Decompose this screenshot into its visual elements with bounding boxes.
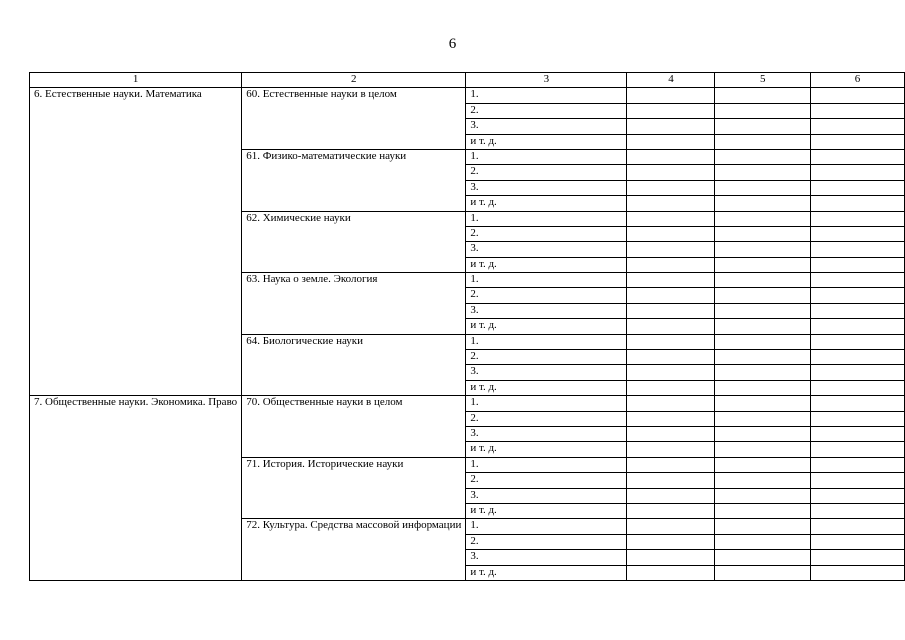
- empty-cell-col-4: [627, 519, 715, 534]
- empty-cell-col-5: [715, 226, 811, 241]
- item-number-cell: 1.: [466, 334, 627, 349]
- empty-cell-col-4: [627, 273, 715, 288]
- item-number-cell: и т. д.: [466, 503, 627, 518]
- empty-cell-col-5: [715, 196, 811, 211]
- empty-cell-col-5: [715, 503, 811, 518]
- item-number-cell: 1.: [466, 273, 627, 288]
- item-number-cell: 3.: [466, 426, 627, 441]
- empty-cell-col-6: [811, 488, 905, 503]
- empty-cell-col-6: [811, 350, 905, 365]
- empty-cell-col-4: [627, 534, 715, 549]
- item-number-cell: и т. д.: [466, 565, 627, 580]
- column-header-2: 2: [242, 73, 466, 88]
- empty-cell-col-6: [811, 426, 905, 441]
- empty-cell-col-5: [715, 426, 811, 441]
- item-number-cell: 3.: [466, 303, 627, 318]
- empty-cell-col-5: [715, 519, 811, 534]
- empty-cell-col-4: [627, 334, 715, 349]
- empty-cell-col-5: [715, 350, 811, 365]
- empty-cell-col-5: [715, 534, 811, 549]
- empty-cell-col-4: [627, 196, 715, 211]
- item-number-cell: 2.: [466, 103, 627, 118]
- subgroup-label: 61. Физико-математические науки: [242, 149, 466, 211]
- item-number-cell: 2.: [466, 473, 627, 488]
- empty-cell-col-6: [811, 165, 905, 180]
- empty-cell-col-6: [811, 288, 905, 303]
- item-number-cell: и т. д.: [466, 257, 627, 272]
- empty-cell-col-6: [811, 273, 905, 288]
- empty-cell-col-4: [627, 457, 715, 472]
- empty-cell-col-4: [627, 149, 715, 164]
- item-number-cell: 2.: [466, 288, 627, 303]
- empty-cell-col-4: [627, 88, 715, 103]
- empty-cell-col-5: [715, 319, 811, 334]
- empty-cell-col-6: [811, 565, 905, 580]
- empty-cell-col-4: [627, 180, 715, 195]
- empty-cell-col-4: [627, 550, 715, 565]
- empty-cell-col-6: [811, 365, 905, 380]
- empty-cell-col-4: [627, 503, 715, 518]
- item-number-cell: 2.: [466, 411, 627, 426]
- empty-cell-col-5: [715, 565, 811, 580]
- empty-cell-col-6: [811, 196, 905, 211]
- empty-cell-col-6: [811, 149, 905, 164]
- item-number-cell: 1.: [466, 519, 627, 534]
- empty-cell-col-4: [627, 134, 715, 149]
- item-number-cell: 2.: [466, 165, 627, 180]
- empty-cell-col-4: [627, 211, 715, 226]
- empty-cell-col-6: [811, 503, 905, 518]
- empty-cell-col-6: [811, 226, 905, 241]
- item-number-cell: 3.: [466, 119, 627, 134]
- subgroup-label: 70. Общественные науки в целом: [242, 396, 466, 458]
- empty-cell-col-5: [715, 396, 811, 411]
- item-number-cell: 1.: [466, 149, 627, 164]
- empty-cell-col-5: [715, 88, 811, 103]
- empty-cell-col-4: [627, 242, 715, 257]
- empty-cell-col-5: [715, 242, 811, 257]
- empty-cell-col-6: [811, 442, 905, 457]
- empty-cell-col-4: [627, 103, 715, 118]
- empty-cell-col-6: [811, 457, 905, 472]
- empty-cell-col-6: [811, 550, 905, 565]
- empty-cell-col-5: [715, 365, 811, 380]
- empty-cell-col-4: [627, 350, 715, 365]
- empty-cell-col-5: [715, 273, 811, 288]
- empty-cell-col-6: [811, 319, 905, 334]
- empty-cell-col-4: [627, 426, 715, 441]
- item-number-cell: 3.: [466, 365, 627, 380]
- column-header-1: 1: [30, 73, 242, 88]
- empty-cell-col-6: [811, 334, 905, 349]
- table-row: [30, 88, 905, 103]
- empty-cell-col-6: [811, 380, 905, 395]
- item-number-cell: 1.: [466, 88, 627, 103]
- empty-cell-col-5: [715, 380, 811, 395]
- empty-cell-col-6: [811, 534, 905, 549]
- item-number-cell: 1.: [466, 457, 627, 472]
- empty-cell-col-6: [811, 134, 905, 149]
- empty-cell-col-6: [811, 303, 905, 318]
- subgroup-label: 64. Биологические науки: [242, 334, 466, 396]
- empty-cell-col-6: [811, 473, 905, 488]
- empty-cell-col-4: [627, 119, 715, 134]
- empty-cell-col-6: [811, 88, 905, 103]
- empty-cell-col-6: [811, 211, 905, 226]
- empty-cell-col-4: [627, 303, 715, 318]
- empty-cell-col-4: [627, 257, 715, 272]
- item-number-cell: 3.: [466, 242, 627, 257]
- empty-cell-col-6: [811, 103, 905, 118]
- empty-cell-col-5: [715, 303, 811, 318]
- empty-cell-col-5: [715, 457, 811, 472]
- group-label: 7. Общественные науки. Экономика. Право: [30, 396, 242, 581]
- empty-cell-col-5: [715, 149, 811, 164]
- empty-cell-col-4: [627, 396, 715, 411]
- empty-cell-col-5: [715, 134, 811, 149]
- empty-cell-col-5: [715, 442, 811, 457]
- table-body: [30, 88, 905, 581]
- empty-cell-col-6: [811, 396, 905, 411]
- item-number-cell: 3.: [466, 180, 627, 195]
- empty-cell-col-6: [811, 519, 905, 534]
- item-number-cell: и т. д.: [466, 380, 627, 395]
- empty-cell-col-4: [627, 319, 715, 334]
- empty-cell-col-5: [715, 180, 811, 195]
- item-number-cell: 1.: [466, 396, 627, 411]
- item-number-cell: 2.: [466, 534, 627, 549]
- group-label: 6. Естественные науки. Математика: [30, 88, 242, 396]
- empty-cell-col-5: [715, 119, 811, 134]
- table-row: [30, 396, 905, 411]
- empty-cell-col-5: [715, 257, 811, 272]
- empty-cell-col-5: [715, 334, 811, 349]
- empty-cell-col-5: [715, 288, 811, 303]
- item-number-cell: 3.: [466, 488, 627, 503]
- empty-cell-col-4: [627, 442, 715, 457]
- empty-cell-col-6: [811, 257, 905, 272]
- item-number-cell: и т. д.: [466, 196, 627, 211]
- item-number-cell: 2.: [466, 226, 627, 241]
- item-number-cell: и т. д.: [466, 319, 627, 334]
- empty-cell-col-6: [811, 411, 905, 426]
- item-number-cell: 3.: [466, 550, 627, 565]
- empty-cell-col-4: [627, 473, 715, 488]
- column-header-3: 3: [466, 73, 627, 88]
- column-header-4: 4: [627, 73, 715, 88]
- empty-cell-col-5: [715, 411, 811, 426]
- empty-cell-col-5: [715, 473, 811, 488]
- empty-cell-col-4: [627, 165, 715, 180]
- item-number-cell: и т. д.: [466, 442, 627, 457]
- subgroup-label: 60. Естественные науки в целом: [242, 88, 466, 150]
- empty-cell-col-4: [627, 565, 715, 580]
- subgroup-label: 62. Химические науки: [242, 211, 466, 273]
- empty-cell-col-5: [715, 550, 811, 565]
- subgroup-label: 72. Культура. Средства массовой информации: [242, 519, 466, 581]
- empty-cell-col-5: [715, 103, 811, 118]
- empty-cell-col-4: [627, 380, 715, 395]
- empty-cell-col-4: [627, 488, 715, 503]
- header-row: [30, 73, 905, 88]
- page-number: 6: [448, 36, 457, 52]
- empty-cell-col-6: [811, 180, 905, 195]
- data-table: [29, 72, 905, 581]
- subgroup-label: 71. История. Исторические науки: [242, 457, 466, 519]
- item-number-cell: 2.: [466, 350, 627, 365]
- empty-cell-col-5: [715, 211, 811, 226]
- empty-cell-col-5: [715, 488, 811, 503]
- column-header-5: 5: [715, 73, 811, 88]
- empty-cell-col-4: [627, 411, 715, 426]
- column-header-6: 6: [811, 73, 905, 88]
- empty-cell-col-4: [627, 288, 715, 303]
- empty-cell-col-6: [811, 119, 905, 134]
- item-number-cell: и т. д.: [466, 134, 627, 149]
- empty-cell-col-4: [627, 226, 715, 241]
- empty-cell-col-6: [811, 242, 905, 257]
- item-number-cell: 1.: [466, 211, 627, 226]
- subgroup-label: 63. Наука о земле. Экология: [242, 273, 466, 335]
- empty-cell-col-4: [627, 365, 715, 380]
- empty-cell-col-5: [715, 165, 811, 180]
